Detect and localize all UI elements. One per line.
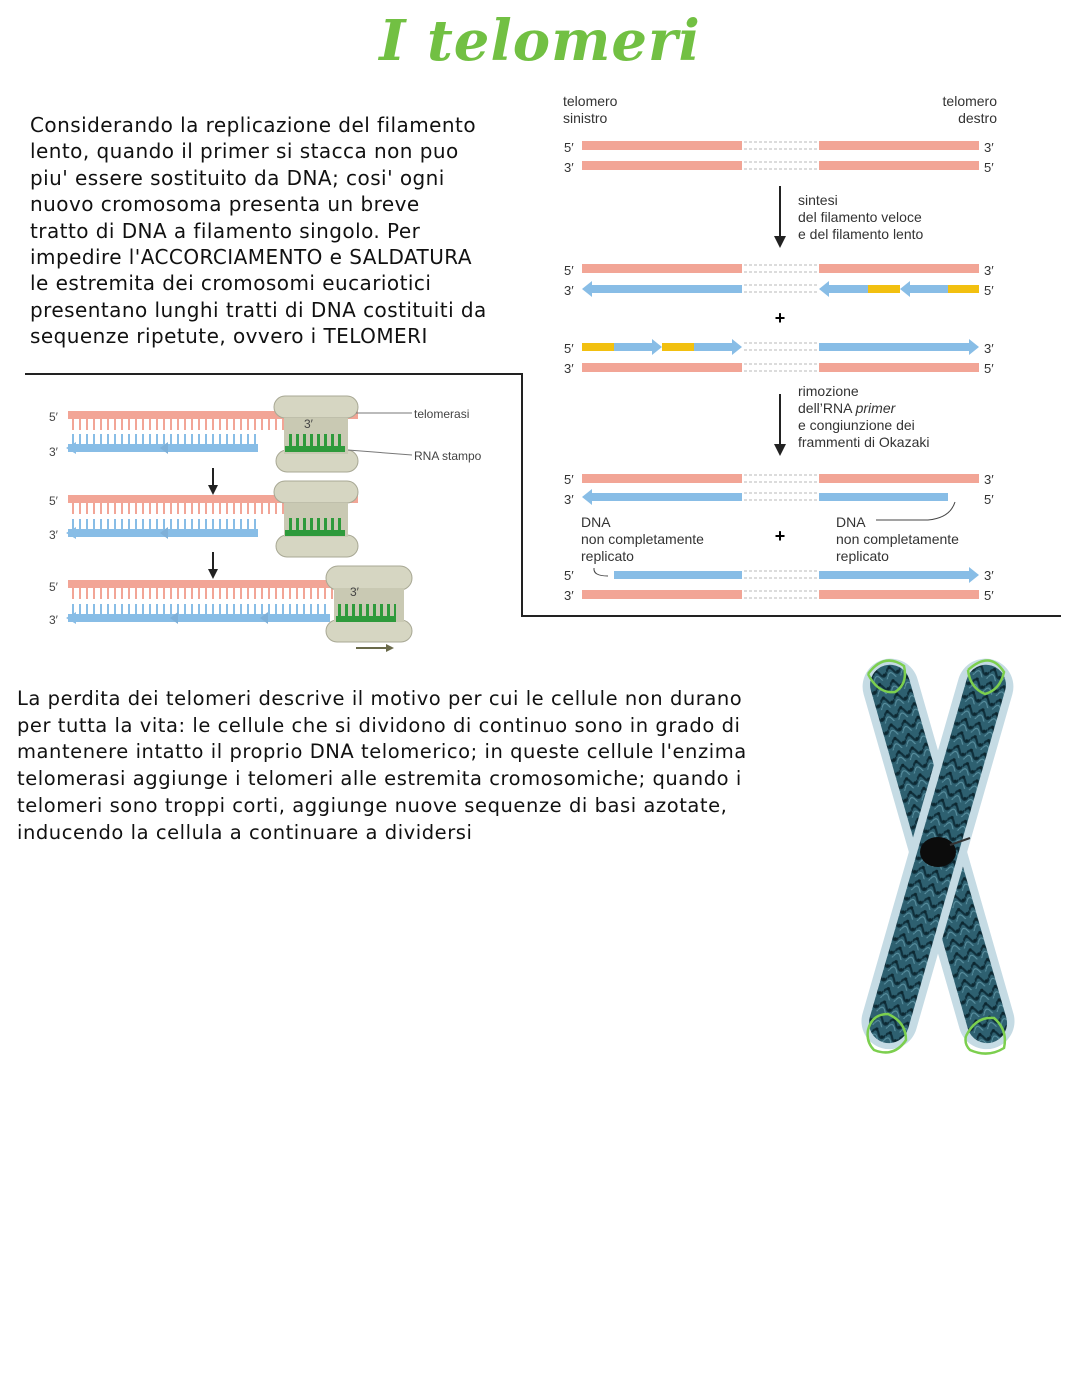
bottom-line: telomerasi aggiunge i telomeri alle estremita cromosomiche; quando i bbox=[17, 767, 742, 791]
intro-paragraph bbox=[30, 112, 487, 350]
end-label: 3′ bbox=[49, 613, 58, 627]
step-primer-removal: e congiunzione dei bbox=[798, 417, 915, 433]
label-not-replicated-right: non completamente bbox=[836, 531, 959, 547]
end-label: 5′ bbox=[564, 472, 574, 487]
label-not-replicated-left: replicato bbox=[581, 548, 634, 564]
end-label: 5′ bbox=[49, 494, 58, 508]
end-label: 3′ bbox=[984, 263, 994, 278]
step-synthesis: del filamento veloce bbox=[798, 209, 922, 225]
end-label: 3′ bbox=[564, 160, 574, 175]
intro-line: nuovo cromosoma presenta un breve bbox=[30, 192, 420, 217]
label-telomere-left: telomero bbox=[563, 93, 618, 109]
end-label: 3′ bbox=[564, 283, 574, 298]
end-label: 5′ bbox=[564, 140, 574, 155]
intro-line: sequenze ripetute, ovvero i TELOMERI bbox=[30, 324, 428, 349]
label-not-replicated-left: DNA bbox=[581, 514, 611, 530]
bottom-line: mantenere intatto il proprio DNA telomerico; in queste cellule l'enzima bbox=[17, 740, 747, 764]
end-label: 3′ bbox=[984, 140, 994, 155]
step-primer-removal: frammenti di Okazaki bbox=[798, 434, 930, 450]
intro-line: impedire l'ACCORCIAMENTO e SALDATURA bbox=[30, 245, 472, 270]
telomerase-diagram bbox=[40, 392, 510, 662]
plus-sign: + bbox=[774, 526, 786, 546]
bottom-line: inducendo la cellula a continuare a dividersi bbox=[17, 820, 473, 844]
strand-pair-leading bbox=[564, 339, 994, 376]
chromosome-image bbox=[855, 650, 1020, 1065]
step-primer-removal: rimozione bbox=[798, 383, 859, 399]
telomerase-stage bbox=[49, 481, 358, 557]
label-not-replicated-right: DNA bbox=[836, 514, 866, 530]
end-label: 5′ bbox=[984, 361, 994, 376]
label-not-replicated-left: non completamente bbox=[581, 531, 704, 547]
end-label: 5′ bbox=[984, 283, 994, 298]
label-telomere-right: destro bbox=[958, 110, 997, 126]
label-telomerase: telomerasi bbox=[414, 407, 470, 421]
replication-diagram bbox=[555, 88, 1015, 608]
intro-line: le estremita dei cromosomi eucariotici bbox=[30, 271, 432, 296]
end-label: 3′ bbox=[564, 588, 574, 603]
telomerase-stage bbox=[49, 566, 412, 652]
centromere bbox=[920, 837, 956, 867]
end-label: 3′ bbox=[49, 445, 58, 459]
intro-line: presentano lunghi tratti di DNA costituiti da bbox=[30, 297, 487, 322]
telomerase-stage bbox=[49, 396, 482, 472]
end-label: 5′ bbox=[49, 410, 58, 424]
label-rna-template: RNA stampo bbox=[414, 449, 482, 463]
label-telomere-right: telomero bbox=[942, 93, 997, 109]
end-label: 3′ bbox=[304, 417, 313, 431]
end-label: 3′ bbox=[49, 528, 58, 542]
frame-line-bottom bbox=[521, 615, 1061, 617]
strand-pair-lagging bbox=[564, 263, 994, 298]
label-telomere-left: sinistro bbox=[563, 110, 608, 126]
frame-line-top bbox=[25, 373, 522, 375]
bottom-line: La perdita dei telomeri descrive il motivo per cui le cellule non durano bbox=[17, 687, 743, 710]
end-label: 3′ bbox=[984, 472, 994, 487]
end-label: 5′ bbox=[984, 160, 994, 175]
end-label: 5′ bbox=[49, 580, 58, 594]
page-title: I telomeri bbox=[379, 8, 701, 74]
strand-pair-original bbox=[564, 140, 994, 175]
step-synthesis: sintesi bbox=[798, 192, 838, 208]
end-label: 3′ bbox=[984, 341, 994, 356]
end-label: 5′ bbox=[564, 341, 574, 356]
end-label: 5′ bbox=[564, 263, 574, 278]
bottom-paragraph bbox=[17, 686, 747, 846]
label-not-replicated-right: replicato bbox=[836, 548, 889, 564]
bottom-line: telomeri sono troppi corti, aggiunge nuove sequenze di basi azotate, bbox=[17, 793, 728, 817]
intro-line: tratto di DNA a filamento singolo. Per bbox=[30, 218, 421, 243]
bottom-line: per tutta la vita: le cellule che si dividono di continuo sono in grado di bbox=[17, 713, 741, 737]
intro-line: Considerando la replicazione del filamento bbox=[30, 113, 477, 137]
end-label: 5′ bbox=[564, 568, 574, 583]
end-label: 3′ bbox=[350, 585, 359, 599]
frame-line-vertical bbox=[521, 373, 523, 616]
end-label: 5′ bbox=[984, 588, 994, 603]
intro-line: piu' essere sostituito da DNA; cosi' ogni bbox=[30, 165, 445, 190]
end-label: 3′ bbox=[564, 492, 574, 507]
end-label: 3′ bbox=[564, 361, 574, 376]
end-label: 3′ bbox=[984, 568, 994, 583]
strand-pair-result-top bbox=[564, 472, 994, 507]
step-synthesis: e del filamento lento bbox=[798, 226, 924, 242]
strand-pair-result-bottom bbox=[564, 567, 994, 603]
plus-sign: + bbox=[774, 308, 786, 328]
end-label: 5′ bbox=[984, 492, 994, 507]
intro-line: lento, quando il primer si stacca non puo bbox=[30, 139, 459, 164]
step-primer-removal: dell’RNA primer bbox=[798, 400, 896, 416]
